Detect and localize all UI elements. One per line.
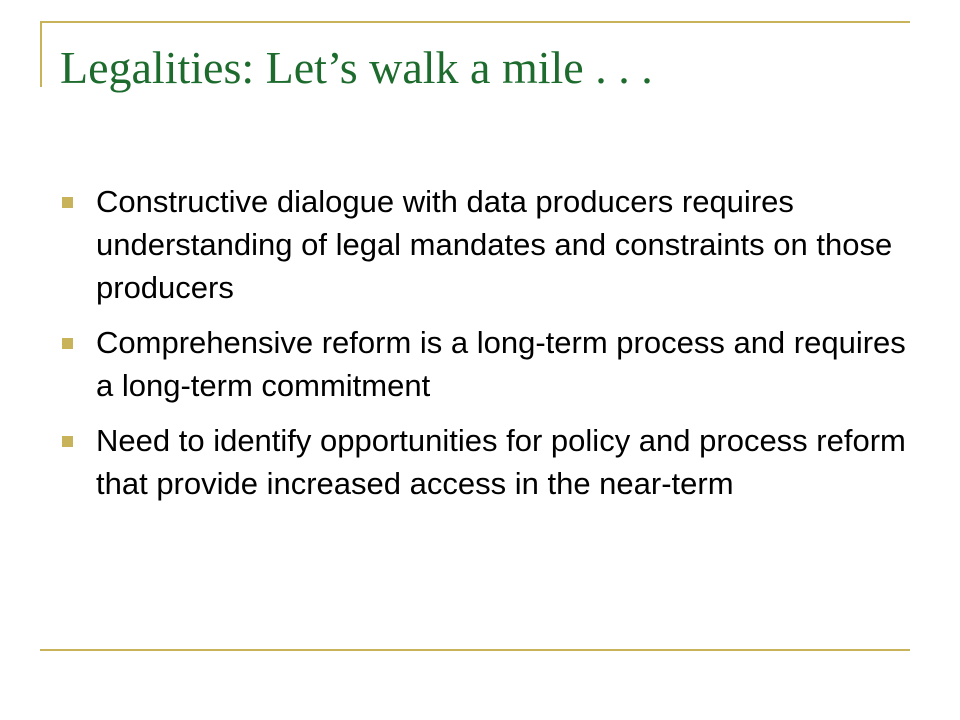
square-bullet-icon xyxy=(62,338,73,349)
top-rule xyxy=(40,21,910,23)
slide-title: Legalities: Let’s walk a mile . . . xyxy=(60,42,653,93)
bullet-text: Comprehensive reform is a long-term process and requires a long-term commitment xyxy=(96,325,906,403)
bullet-text: Constructive dialogue with data producers requires understanding of legal mandates and constraints on those producers xyxy=(96,184,893,305)
square-bullet-icon xyxy=(62,436,73,447)
bottom-rule xyxy=(40,649,910,651)
bullet-list xyxy=(60,180,920,517)
left-rule xyxy=(40,21,42,87)
bullet-item xyxy=(60,321,920,407)
bullet-text: Need to identify opportunities for policy and process reform that provide increased access in the near-term xyxy=(96,423,906,501)
square-bullet-icon xyxy=(62,197,73,208)
bullet-item xyxy=(60,419,920,505)
bullet-item xyxy=(60,180,920,309)
